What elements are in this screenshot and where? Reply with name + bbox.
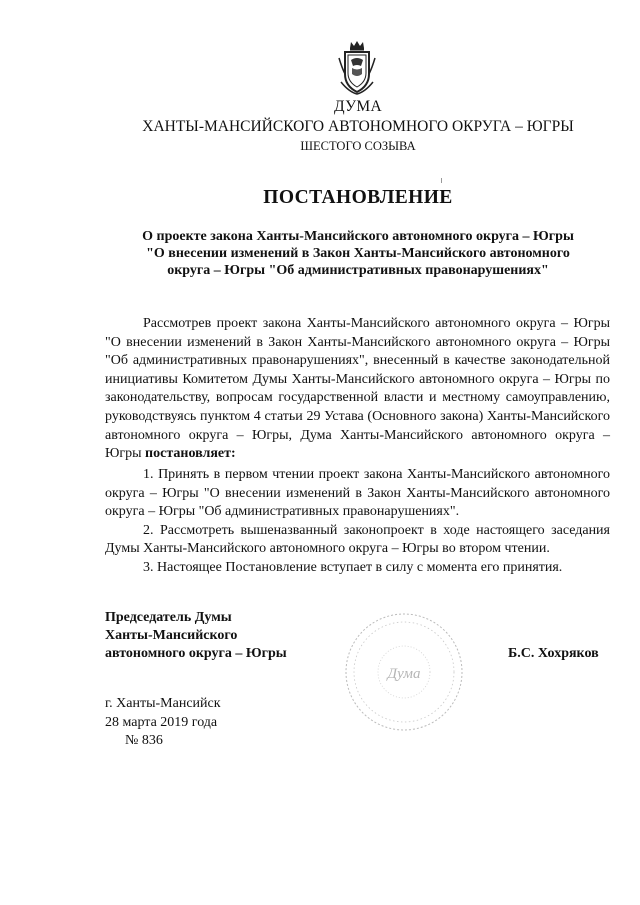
duma-title: ДУМА (334, 98, 382, 115)
document-type: ПОСТАНОВЛЕНИЕ (263, 187, 453, 208)
decision-point: 3. Настоящее Постановление вступает в силу с момента его принятия. (143, 559, 563, 575)
preamble-paragraph (105, 315, 610, 464)
signer-position-line: автономного округа – Югры (105, 646, 287, 661)
duma-sozyv: ШЕСТОГО СОЗЫВА (300, 139, 416, 153)
signer-position (105, 609, 287, 663)
subject-line: "О внесении изменений в Закон Ханты-Мансийского автономного (146, 246, 570, 261)
place-date-number (105, 695, 221, 751)
duma-okrug-title: ХАНТЫ-МАНСИЙСКОГО АВТОНОМНОГО ОКРУГА – ЮГРЫ (142, 118, 574, 135)
document-number: № 836 (125, 733, 163, 748)
scan-artifact (441, 178, 442, 183)
decision-point: 2. Рассмотреть вышеназванный законопроект в ходе настоящего заседания Думы Ханты-Мансийского автономного округа – Югры во втором чтении. (105, 522, 610, 557)
coat-of-arms-icon (337, 38, 377, 98)
date: 28 марта 2019 года (105, 714, 218, 730)
official-stamp (341, 610, 467, 734)
subject-line: О проекте закона Ханты-Мансийского автономного округа – Югры (142, 229, 574, 244)
city: г. Ханты-Мансийск (105, 696, 221, 711)
subject-line: округа – Югры "Об административных правонарушениях" (167, 263, 549, 278)
decision-points (105, 466, 610, 578)
signer-name: Б.С. Хохряков (508, 646, 599, 661)
stamp-text: Дума (387, 666, 421, 682)
preamble-text: Рассмотрев проект закона Ханты-Мансийского автономного округа – Югры "О внесении изменений в Закон Ханты-Мансийского автономного округа – Югры "Об административных правонарушениях", внесенный в качестве законодательной инициативы Комитетом Думы Ханты-Мансийского автономного округа – Югры по законодательству, вопросам государственной власти и местному самоуправлению, руководствуясь пунктом 4 статьи 29 Устава (Основного закона) Ханты-Мансийского автономного округа – Югры, Дума Ханты-Мансийского автономного округа – Югры (105, 316, 610, 462)
signer-position-line: Ханты-Мансийского (105, 628, 238, 643)
document-subject (110, 228, 606, 279)
decision-word: постановляет: (145, 446, 236, 462)
signer-position-line: Председатель Думы (105, 610, 232, 625)
decision-point: 1. Принять в первом чтении проект закона Ханты-Мансийского автономного округа – Югры "О внесении изменений в Закон Ханты-Мансийского автономного округа – Югры "Об административных правонарушениях". (105, 467, 610, 520)
